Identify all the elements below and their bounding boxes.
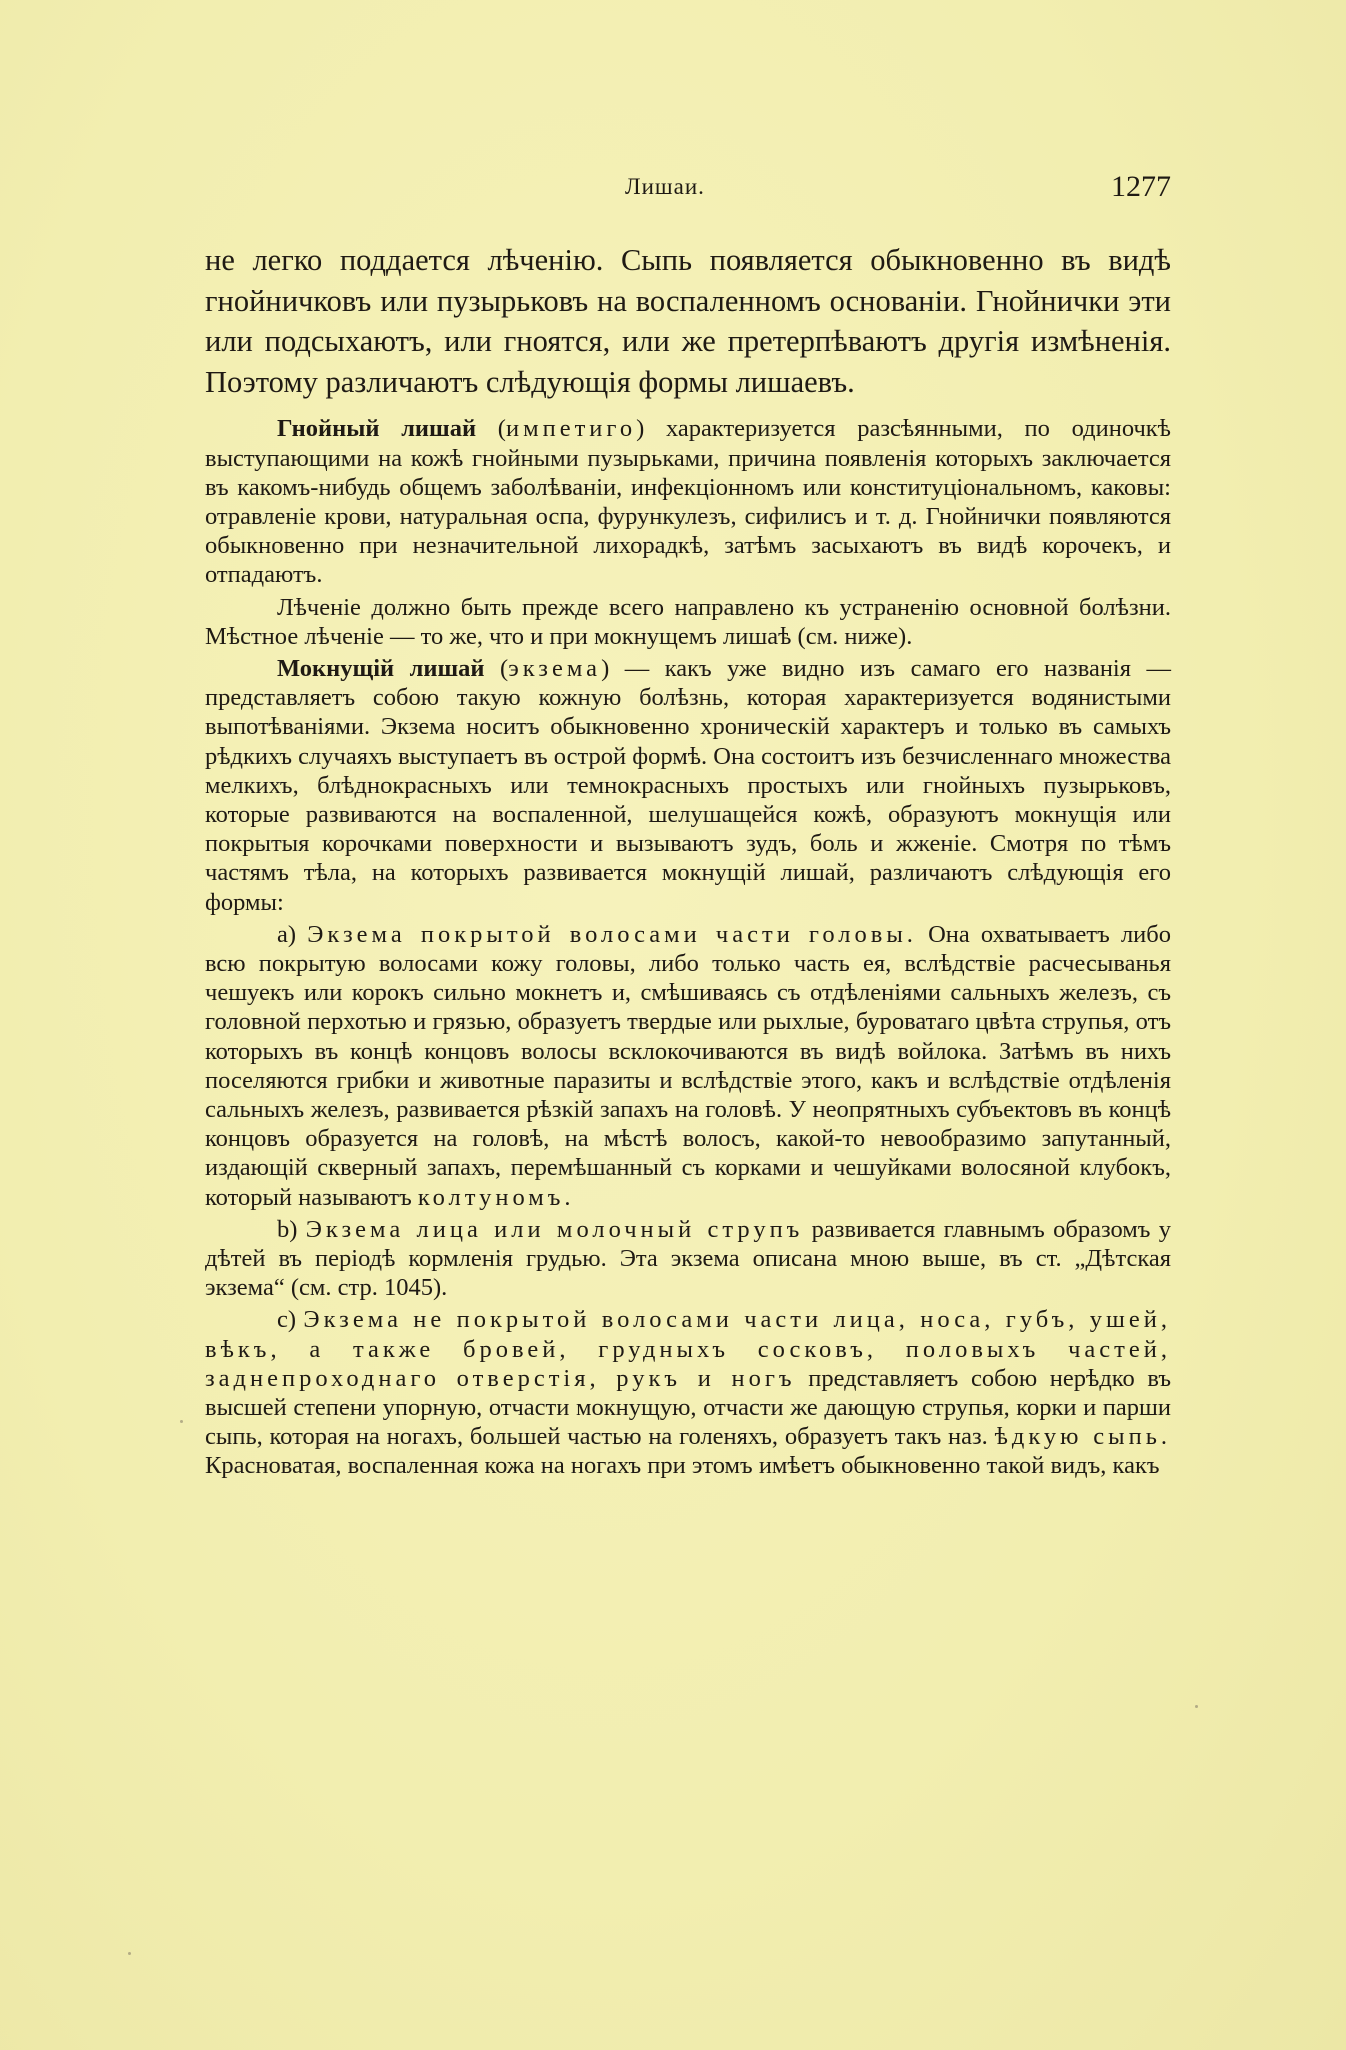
paper-speck [180, 1420, 183, 1423]
paragraph-eczema-text: — какъ уже видно изъ самаго его названія — представляетъ собою такую кожную болѣзнь, которая характеризуется водянистыми выпотѣваніями. Экзема носитъ обыкновенно хроническій характеръ и только въ самыхъ рѣдкихъ случаяхъ выступаетъ въ острой формѣ. Она состоитъ изъ безчисленнаго множества мелкихъ, блѣднокрасныхъ или темнокрасныхъ простыхъ или гнойныхъ пузырьковъ, которые развиваются на воспаленной, шелушащейся кожѣ, образуютъ мокнущія или покрытыя корочками поверхности и вызываютъ зудъ, боль и жженіе. Смотря по тѣмъ частямъ тѣла, на которыхъ развивается мокнущій лишай, различаютъ слѣдующія его формы: [205, 655, 1171, 916]
paragraph-form-a [205, 920, 1171, 1212]
term-eczema: Мокнущій лишай [277, 655, 485, 682]
form-b-title: Экзема лица или молочный струпъ [305, 1215, 804, 1243]
form-a-marker: a) [277, 920, 297, 948]
lead-paragraph: не легко поддается лѣченію. Сыпь появляется обыкновенно въ видѣ гнойничковъ или пузырьковъ на воспаленномъ основаніи. Гнойнички эти или подсыхаютъ, или гноятся, или же претерпѣваютъ другія измѣненія. Поэтому различаютъ слѣдующія формы лишаевъ. [205, 243, 1171, 399]
paragraph-treatment: Лѣченіе должно быть прежде всего направлено къ устраненію основной болѣзни. Мѣстное лѣченіе — то же, что и при мокнущемъ лишаѣ (см. ниже). [205, 593, 1171, 650]
paragraph-form-b [205, 1215, 1171, 1303]
form-a-text: Она охватываетъ либо всю покрытую волосами кожу головы, либо только часть ея, вслѣдствіе расчесыванья чешуекъ или корокъ сильно мокнетъ и, смѣшиваясь съ отдѣленіями сальныхъ железъ, съ головной перхотью и грязью, образуетъ твердые или рыхлые, буроватаго цвѣта струпья, отъ которыхъ въ концѣ концовъ волосы всклокочиваются въ видѣ войлока. Затѣмъ въ нихъ поселяются грибки и животные паразиты и вслѣдствіе этого, какъ и вслѣдствіе отдѣленія сальныхъ железъ, развивается рѣзкій запахъ на головѣ. У неопрятныхъ субъектовъ въ концѣ концовъ образуется на головѣ, на мѣстѣ волосъ, какой-то невообразимо запутанный, издающій скверный запахъ, перемѣшанный съ корками и чешуйками волосяной клубокъ, который называютъ [205, 920, 1171, 1211]
term-impetigo-alt: импетиго [505, 415, 637, 443]
paragraph-form-c [205, 1305, 1171, 1480]
form-c-title: Экзема не покрытой волосами части лица, носа, губъ, ушей, вѣкъ, а также бровей, грудныхъ сосковъ, половыхъ частей, заднепроходнаго отверстія, рукъ и ногъ [205, 1306, 1171, 1392]
paragraph-eczema: Мокнущій лишай (экзема) — какъ уже видно изъ самаго его названія — представляетъ собою такую кожную болѣзнь, которая характеризуется водянистыми выпотѣваніями. Экзема носитъ обыкновенно хроническій характеръ и только въ самыхъ рѣдкихъ случаяхъ выступаетъ въ острой формѣ. Она состоитъ изъ безчисленнаго множества мелкихъ, блѣднокрасныхъ или темнокрасныхъ простыхъ или гнойныхъ пузырьковъ, которые развиваются на воспаленной, шелушащейся кожѣ, образуютъ мокнущія или покрытыя корочками поверхности и вызываютъ зудъ, боль и жженіе. Смотря по тѣмъ частямъ тѣла, на которыхъ развивается мокнущій лишай, различаютъ слѣдующія его формы: [205, 655, 1171, 916]
form-b-marker: b) [277, 1215, 298, 1243]
form-a-title: Экзема покрытой волосами части головы. [307, 920, 917, 948]
term-eczema-alt: экзема [508, 655, 602, 682]
term-impetigo: Гнойный лишай [277, 415, 477, 443]
paragraph-impetigo-text: характеризуется разсѣянными, по одиночкѣ выступающими на кожѣ гнойными пузырьками, причина появленія которыхъ заключается въ какомъ-нибудь общемъ заболѣваніи, инфекціонномъ или конституціональномъ, каковы: отравленіе крови, натуральная оспа, фурункулезъ, сифилисъ и т. д. Гнойнички появляются обыкновенно при незначительной лихорадкѣ, затѣмъ засыхаютъ въ видѣ корочекъ, и отпадаютъ. [205, 415, 1171, 589]
paragraph-impetigo: Гнойный лишай (импетиго) характеризуется разсѣянными, по одиночкѣ выступающими на кожѣ гнойными пузырьками, причина появленія которыхъ заключается въ какомъ-нибудь общемъ заболѣваніи, инфекціонномъ или конституціональномъ, каковы: отравленіе крови, натуральная оспа, фурункулезъ, сифилисъ и т. д. Гнойнички появляются обыкновенно при незначительной лихорадкѣ, затѣмъ засыхаютъ въ видѣ корочекъ, и отпадаютъ. [205, 415, 1171, 589]
form-c-marker: c) [277, 1306, 297, 1334]
form-b-text: развивается главнымъ образомъ у дѣтей въ періодѣ кормленія грудью. Эта экзема описана мною выше, въ ст. „Дѣтская экзема“ (см. стр. 1045). [205, 1215, 1172, 1302]
form-c-term: ѣдкую сыпь. [994, 1423, 1171, 1451]
form-c-text-2: Красноватая, воспаленная кожа на ногахъ при этомъ имѣетъ обыкновенно такой видъ, какъ [205, 1452, 1160, 1480]
form-c-text: представляетъ собою нерѣдко въ высшей степени упорную, отчасти мокнущую, отчасти же дающую струпья, корки и парши сыпь, которая на ногахъ, большей частью на голеняхъ, образуетъ такъ наз. [205, 1364, 1171, 1451]
running-head: Лишаи. [625, 174, 705, 199]
paper-speck [128, 1952, 131, 1955]
body-text [205, 240, 1171, 1484]
page-header [205, 170, 1171, 210]
page-number: 1277 [1111, 170, 1171, 203]
form-a-end-term: колтуномъ. [417, 1183, 575, 1211]
paper-speck [1195, 1705, 1198, 1708]
